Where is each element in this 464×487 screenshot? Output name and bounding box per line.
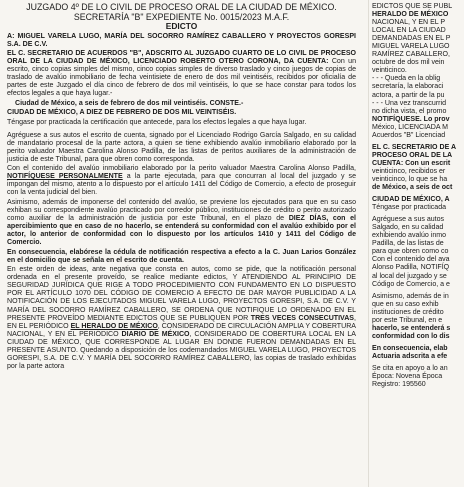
addressed-parties: A: MIGUEL VARELA LUGO, MARÍA DEL SOCORRO RAMÍREZ CABALLERO Y PROYECTOS GORESPI S.A. DE C.V. [7, 32, 356, 48]
edicts-text-c: , EN EL PERIÓDICO [7, 314, 356, 330]
newspaper-diario: DIARIO DE MÉXICO [121, 330, 190, 338]
side-line: octubre de dos mil vein [372, 59, 445, 67]
side-line: NACIONAL, Y EN EL P [372, 19, 446, 27]
side-line: CUENTA: Con un escrit [372, 159, 451, 167]
side-line: Padilla, de las listas de [372, 240, 444, 248]
paragraph-consequence: En consecuencia, elabórese la cédula de notificación respectiva a efecto a la C. Juan Larios González en el domicilio que se señala en el escrito de cuenta. [7, 248, 356, 264]
paragraph-notify [7, 165, 356, 197]
side-line: conformidad con lo dis [372, 332, 450, 340]
side-line: HERALDO DE MÉXICO [372, 11, 449, 19]
side-line: Actuaria adscrita a efe [372, 352, 448, 360]
side-line: RAMÍREZ CABALLERO, [372, 51, 450, 59]
side-line: CIUDAD DE MÉXICO, A [372, 196, 450, 204]
side-line: actora, a partir de la pu [372, 91, 445, 99]
edicts-text-g: , CONSIDERADO DE COBERTURA LOCAL EN LA CIUDAD DE MÉXICO, QUE CORRESPONDE AL LUGAR EN DONDE FUERON DEMANDADAS EN EL PRESENTE ASUNTO. Quedando a disposición de los codemandados MIGUEL VARELA LUGO, PROYECTOS GORESPI, S.A. DE C.V. Y MARÍA DEL SOCORRO RAMÍREZ CABALLERO, las copias de traslado exhibidas por la parte actora [7, 330, 356, 370]
side-line: Registro: 195560 [372, 381, 426, 389]
side-line: veinticinco, recibidos er [372, 167, 446, 175]
notify-text-a: Con el contenido del avalúo inmobiliario elaborado por la perito valuador Maestra Carolina Alonso Padilla, [7, 165, 356, 173]
side-line: EL C. SECRETARIO DE A [372, 143, 457, 151]
order-date: CIUDAD DE MÉXICO, A DIEZ DE FEBRERO DE DOS MIL VEINTISÉIS. [7, 109, 237, 117]
secretary-file-number: SECRETARÍA "B" EXPEDIENTE No. 0015/2023 M.A.F. [73, 11, 290, 22]
side-line: Acuerdos "B" Licenciad [372, 131, 446, 139]
paragraph-certification: Téngase por practicada la certificación que antecede, para los efectos legales a que haya lugar. [7, 118, 307, 126]
side-line: Época: Novena Época [372, 373, 443, 381]
side-line: hacerlo, se entenderá s [372, 324, 451, 332]
side-line: NOTIFÍQUESE. Lo prov [372, 115, 450, 123]
side-line: - - - Una vez transcurrid [372, 99, 447, 107]
side-line: Se cita en apoyo a lo an [372, 364, 448, 372]
side-line: Agréguese a sus autos [372, 216, 445, 224]
court-header: JUZGADO 4º DE LO CIVIL DE PROCESO ORAL DE LA CIUDAD DE MÉXICO. [26, 2, 337, 12]
side-line: EDICTOS QUE SE PUBL [372, 3, 453, 10]
side-line: MIGUEL VARELA LUGO [372, 43, 450, 51]
side-line: Con el contenido del ava [372, 256, 450, 264]
side-line: - - - Queda en la oblig [372, 75, 441, 83]
side-line: En consecuencia, elab [372, 344, 448, 352]
paragraph-appraisal-filed: Agréguese a sus autos el escrito de cuenta, signado por el Licenciado Rodrigo García Salgado, en su calidad de mandatario procesal de la parte actora, a quien se tiene exhibiendo avalúo inmobiliario elaborado por la perito valuador Maestra Carolina Alonso Padilla, de las listas de peritos auxiliares de la administración de justicia de este Tribunal, para que obren como corresponda. [7, 131, 356, 163]
side-line: Asimismo, además de in [372, 292, 449, 300]
side-line: Código de Comercio, a e [372, 280, 450, 288]
side-line: exhibiendo avalúo inmo [372, 232, 447, 240]
notify-personally: NOTIFÍQUESE PERSONALMENTE [7, 173, 123, 181]
paragraph-edicts [7, 266, 356, 371]
side-line: veinticinco. [372, 67, 407, 75]
side-line: Téngase por practicada [372, 204, 447, 212]
side-line: por este Tribunal, en e [372, 316, 443, 324]
account-text: Con un escrito, cinco copias simples del mismo, cinco copias simples de diverso traslado y cinco juegos de copias de traslado de avalúo inmobiliario de fecha veintisiete de enero de dos mil veintiséis, recibidos por oficialía de partes de este Juzgado el día cinco de febrero de dos mil veintiséis, lo que se hace constar para todos los efectos legales a que haya lugar.- [7, 58, 356, 98]
edicts-times: TRES VECES CONSECUTIVAS [250, 314, 355, 322]
side-line: Alonso Padilla, NOTIFÍQ [372, 264, 450, 272]
side-line: instituciones de crédito [372, 308, 444, 316]
side-line: México, LICENCIADA M [372, 123, 448, 131]
side-line: LOCAL EN LA CIUDAD [372, 27, 446, 35]
side-line: para que obren como co [372, 248, 449, 256]
side-line: DEMANDADAS EN EL P [372, 35, 451, 43]
conste-line: Ciudad de México, a seis de febrero de dos mil veintiséis. CONSTE.- [15, 99, 244, 107]
side-line: Salgado, en su calidad [372, 224, 444, 232]
notify-text-b: a la parte ejecutada, para que concurran al local del juzgado y se impongan del mismo, atento a lo dispuesto por el artículo 1411 del Código de Comercio, a efecto de proseguir con la venta judicial del bien. [7, 173, 356, 197]
side-line: secretaría, la elaboraci [372, 83, 444, 91]
warning-bold: DIEZ DÍAS, con el apercibimiento que en caso de no hacerlo, se entenderá su conformidad con el avalúo exhibido por el actor, lo anterior de conformidad con lo dispuesto por los artículos 1410 y 1411 del Código de Comercio. [7, 214, 356, 247]
paragraph-account [7, 50, 356, 98]
newspaper-heraldo: EL HERALDO DE MÉXICO [70, 322, 158, 330]
edicts-text-e: , CONSIDERADO DE CIRCULACIÓN AMPLIA Y COBERTURA NACIONAL, Y EN EL PERIÓDICO [7, 322, 356, 338]
side-line: que en su caso exhib [372, 300, 439, 308]
paragraph-warning [7, 199, 356, 247]
adjacent-column [368, 0, 464, 487]
edicto-title: EDICTO [165, 21, 198, 31]
side-line: veinticinco, lo que se ha [372, 175, 448, 183]
secretary-account-heading: EL C. SECRETARIO DE ACUERDOS "B", ADSCRITO AL JUZGADO CUARTO DE LO CIVIL DE PROCESO ORAL DE LA CIUDAD DE MÉXICO, LICENCIADO ROBERTO OTERO CORONA, DA CUENTA: [7, 50, 356, 66]
warning-text: Asimismo, además de imponerse del contenido del avalúo, se previene los ejecutados para que en su caso exhiban su correspondiente avalúo practicado por corredor público, instituciones de crédito o perito autorizado como auxiliar de la administración de justicia por este Tribunal, en el plazo de [7, 198, 356, 222]
side-line: PROCESO ORAL DE LA [372, 151, 453, 159]
edicts-text-a: En este orden de ideas, ante negativa que consta en autos, como se pide, que la notificación personal ordenada en el presente proveído, se realice mediante edictos, Y ATENDIENDO AL PRINCIPIO DE SEGURIDAD JURÍDICA QUE RIGE A TODO PROCEDIMIENTO CON FUNDAMENTO EN LO DISPUESTO POR EL ARTÍCULO 1070 DEL CÓDIGO DE COMERCIO A EFECTO DE DAR MAYOR PUBLICIDAD A LA NOTIFICACIÓN DE LOS EJECUTADOS MIGUEL VARELA LUGO, PROYECTOS GORESPI, S.A. DE C.V. Y MARÍA DEL SOCORRO RAMÍREZ CABALLERO, SE ORDENA QUE NOTIFIQUE LO ORDENADO EN EL PRESENTE PROVEÍDO MEDIANTE EDICTOS QUE SE PUBLIQUEN POR [7, 266, 356, 322]
side-line: no dicha vista, el promo [372, 107, 447, 115]
side-line: al local del juzgado y se [372, 272, 447, 280]
side-line: de México, a seis de oct [372, 184, 453, 192]
